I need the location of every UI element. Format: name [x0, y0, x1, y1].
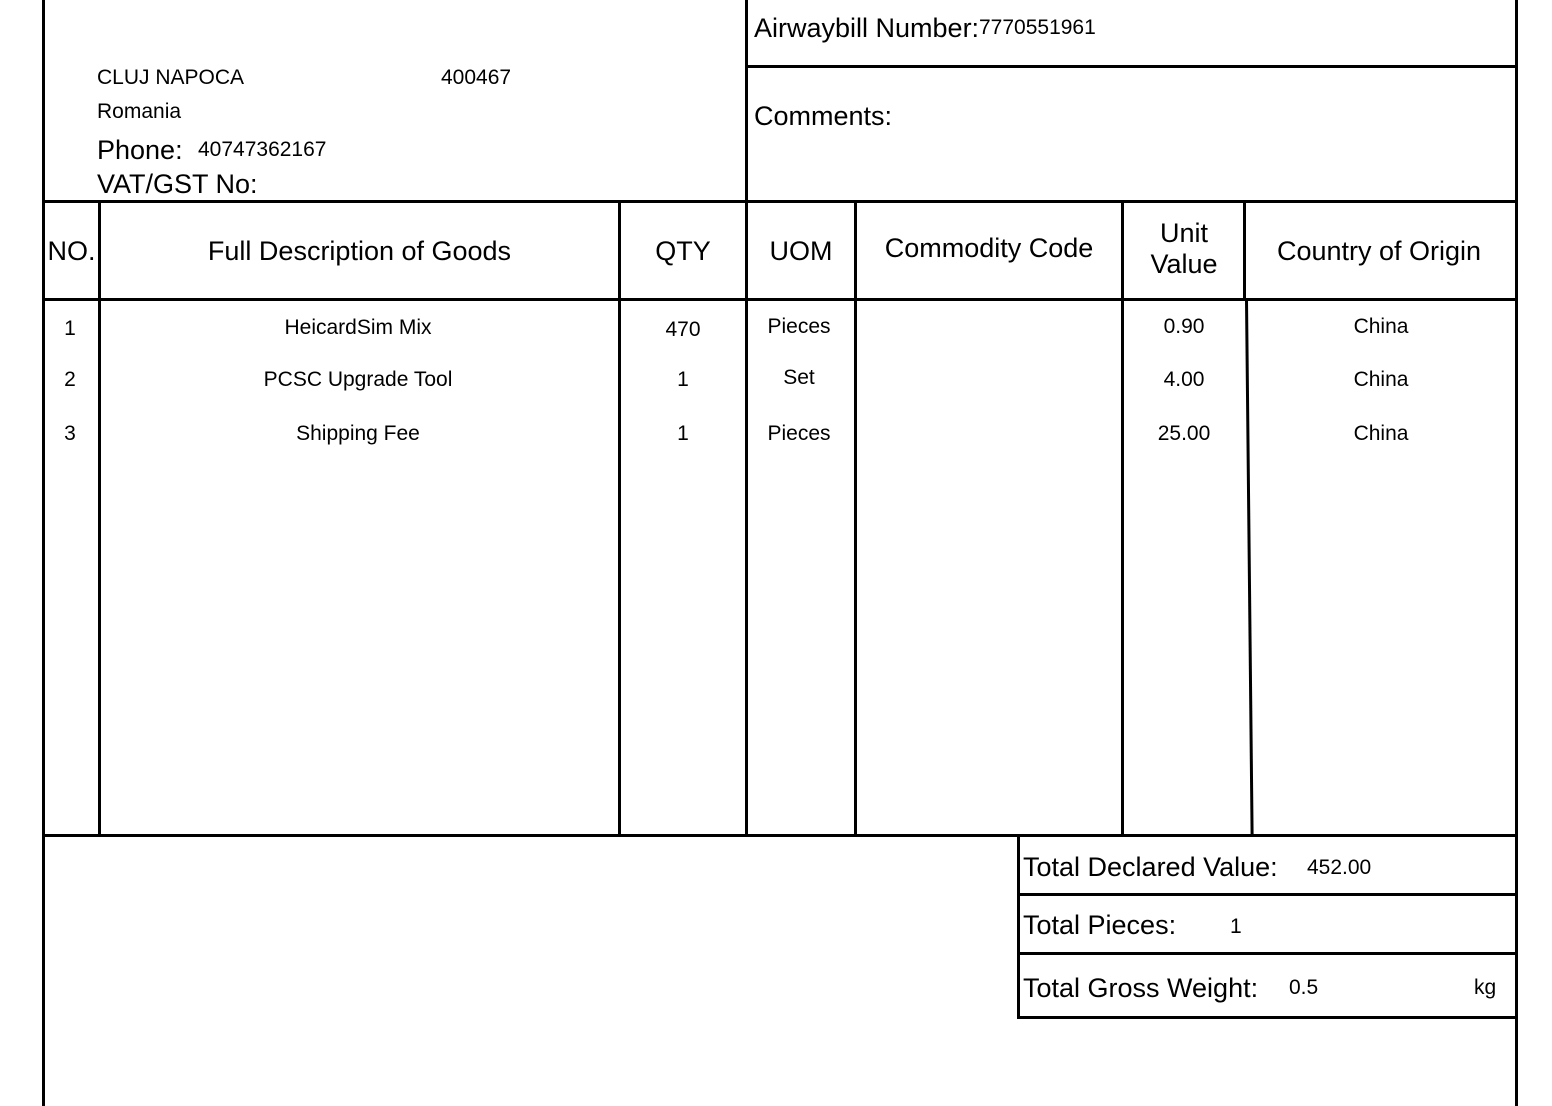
table-row-1-unit-value: 0.90 [1163, 315, 1205, 338]
table-row-3-description: Shipping Fee [296, 422, 420, 445]
airwaybill-divider [745, 65, 1518, 68]
airwaybill-number: 7770551961 [979, 16, 1096, 39]
table-row-1-description: HeicardSim Mix [284, 316, 432, 339]
table-row-2-description: PCSC Upgrade Tool [263, 368, 453, 391]
table-bottom-border [42, 834, 1518, 837]
table-row-2-unit-value: 4.00 [1163, 368, 1205, 391]
table-row-2-no: 2 [64, 368, 76, 391]
table-row-3-origin: China [1353, 422, 1409, 445]
consignee-vat-label: VAT/GST No: [97, 169, 258, 199]
consignee-postcode: 400467 [441, 66, 512, 89]
totals-box-left-border [1017, 834, 1020, 1019]
header-uom: UOM [769, 236, 833, 266]
table-row-3-no: 3 [64, 422, 76, 445]
consignee-country: Romania [97, 100, 182, 123]
table-header-bottom-border [42, 298, 1515, 301]
col-divider-qty [745, 200, 748, 836]
table-row-3-unit-value: 25.00 [1157, 422, 1211, 445]
consignee-phone-label: Phone: [97, 135, 183, 165]
frame-right-border [1515, 0, 1518, 1106]
col-divider-description [618, 200, 621, 836]
total-gross-weight: 0.5 [1289, 976, 1319, 999]
total-declared-value-label: Total Declared Value: [1023, 852, 1278, 882]
header-vertical-divider [745, 0, 748, 202]
table-row-2-qty: 1 [677, 368, 689, 391]
table-row-1-qty: 470 [665, 318, 701, 341]
airwaybill-label: Airwaybill Number: [754, 13, 980, 43]
header-unit-value-line2: Value [1150, 249, 1218, 279]
table-row-2-origin: China [1353, 368, 1409, 391]
table-row-1-no: 1 [64, 317, 76, 340]
header-no: NO. [47, 236, 96, 266]
header-qty: QTY [655, 236, 711, 266]
total-pieces: 1 [1230, 915, 1242, 938]
header-description: Full Description of Goods [207, 236, 512, 266]
col-divider-uom [854, 200, 857, 836]
header-country-of-origin: Country of Origin [1276, 236, 1482, 266]
col-divider-commodity [1121, 200, 1124, 836]
totals-box-bottom-border [1017, 1016, 1518, 1019]
consignee-phone-value: 40747362167 [198, 138, 327, 161]
total-gross-weight-label: Total Gross Weight: [1023, 973, 1259, 1003]
table-row-3-uom: Pieces [767, 422, 831, 445]
frame-left-border [42, 0, 45, 1106]
header-unit-value-line1: Unit [1159, 218, 1208, 248]
table-top-border [42, 200, 1518, 203]
weight-unit: kg [1474, 976, 1497, 999]
consignee-city: CLUJ NAPOCA [97, 66, 245, 89]
comments-label: Comments: [754, 101, 893, 131]
table-row-1-origin: China [1353, 315, 1409, 338]
total-declared-value: 452.00 [1307, 856, 1372, 879]
col-divider-no [98, 200, 101, 836]
header-commodity-code: Commodity Code [884, 233, 1094, 263]
total-pieces-label: Total Pieces: [1023, 910, 1177, 940]
totals-divider-2 [1017, 952, 1518, 955]
table-row-1-uom: Pieces [767, 315, 831, 338]
totals-divider-1 [1017, 893, 1518, 896]
table-row-2-uom: Set [783, 366, 815, 389]
table-row-3-qty: 1 [677, 422, 689, 445]
